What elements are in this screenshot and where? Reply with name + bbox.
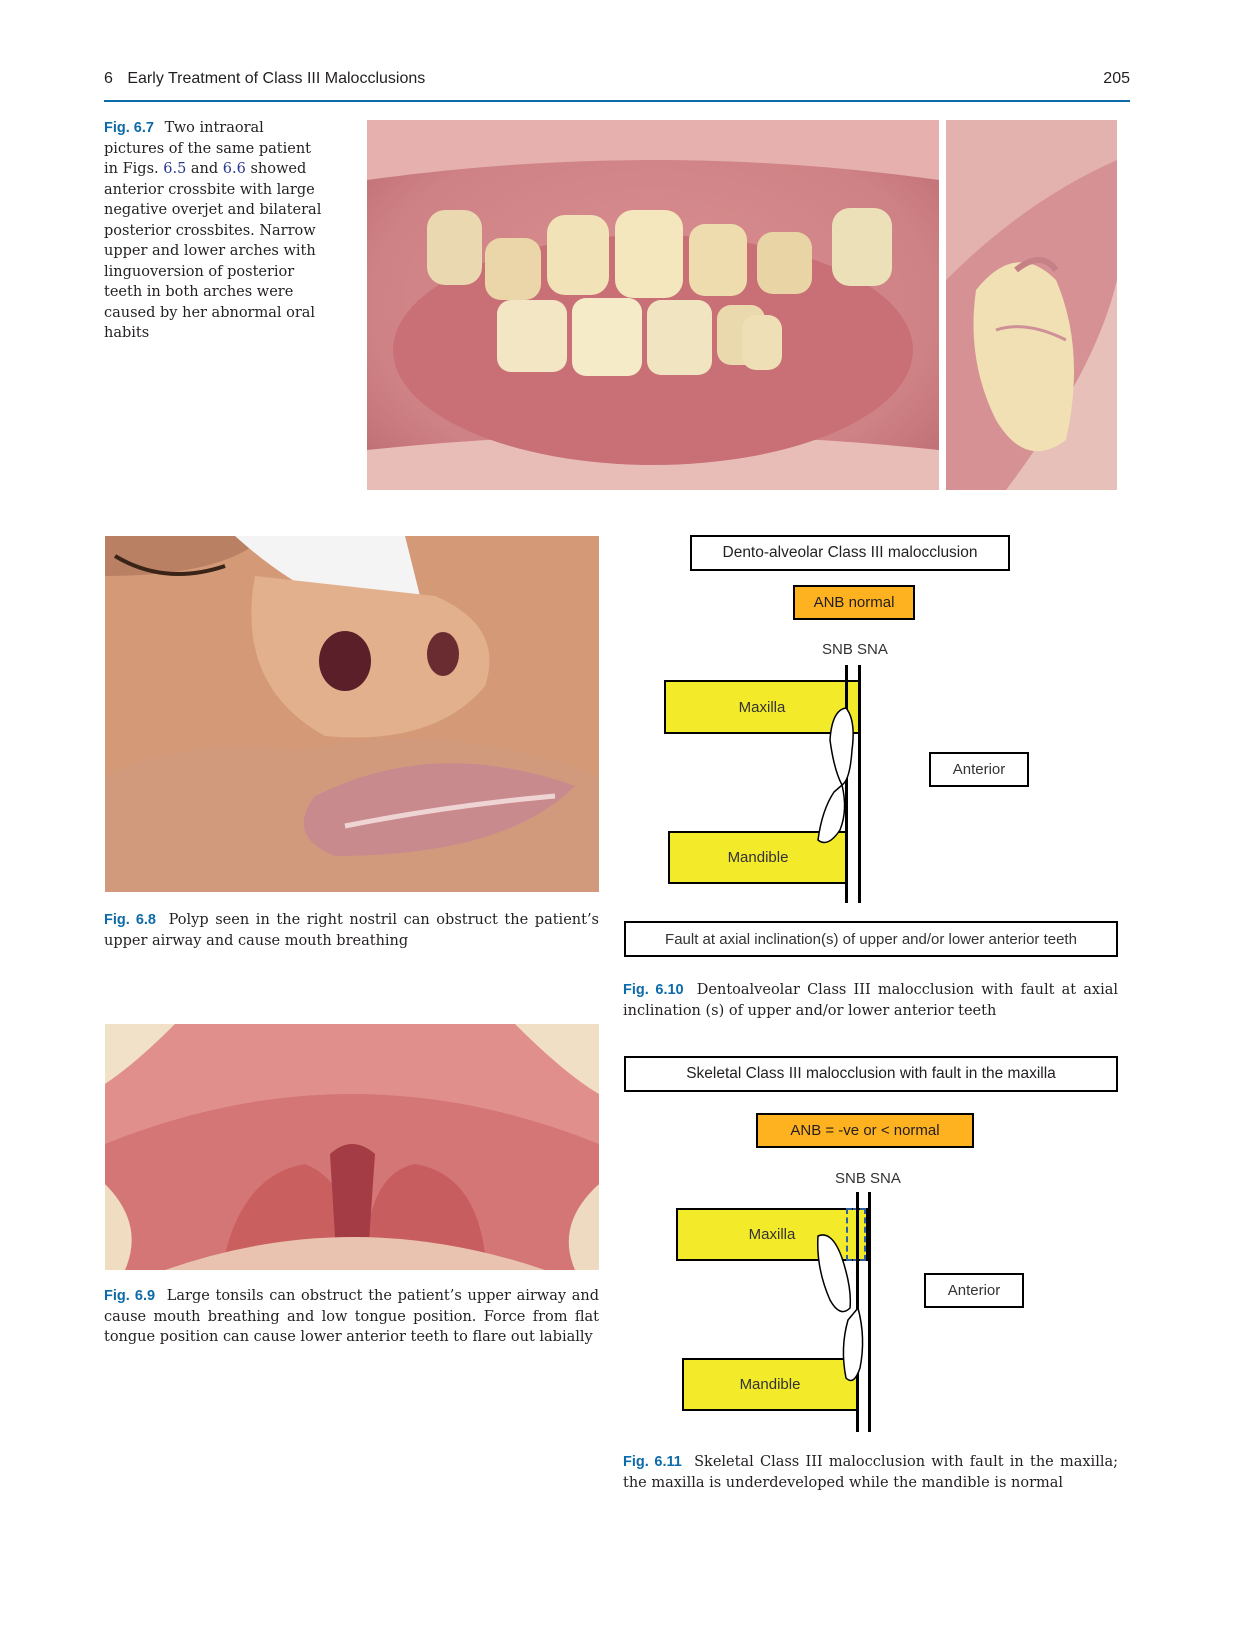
caption-fig-6-11: Fig. 6.11 Skeletal Class III malocclusion with fault in the maxilla; the maxilla is underdeveloped while the mandible is normal (623, 1454, 1118, 1491)
caption-fig-6-7: Fig. 6.7 Two intraoral pictures of the same patient in Figs. 6.5 and 6.6 showed anterior crossbite with large negative overjet and bilateral posterior crossbites. Narrow upper and lower arches with linguoversion of posterior teeth in both arches were caused by her abnormal oral habits (104, 120, 322, 341)
figure-ref-link[interactable]: 6.5 (163, 161, 187, 177)
intraoral-frontal-photo (367, 120, 939, 490)
chapter-title: Early Treatment of Class III Malocclusions (127, 70, 426, 87)
anb-box: ANB = -ve or < normal (756, 1113, 974, 1148)
anb-box: ANB normal (793, 585, 915, 620)
page-number: 205 (1103, 70, 1130, 87)
fig-label: Fig. 6.8 (104, 912, 156, 928)
fig-label: Fig. 6.9 (104, 1288, 156, 1304)
maxilla-block: Maxilla (664, 680, 860, 734)
tonsils-photo (105, 1024, 599, 1270)
chapter-number: 6 (104, 70, 113, 87)
caption-fig-6-8: Fig. 6.8 Polyp seen in the right nostril can obstruct the patient’s upper airway and cause mouth breathing (104, 912, 599, 949)
fig-label: Fig. 6.7 (104, 120, 154, 136)
header-rule (104, 100, 1130, 102)
intraoral-lateral-photo (946, 120, 1117, 490)
figure-ref-link[interactable]: 6.6 (222, 161, 246, 177)
running-header (104, 70, 425, 88)
nostril-polyp-photo (105, 536, 599, 892)
anterior-label: Anterior (924, 1273, 1024, 1308)
incisor-outline (810, 1228, 870, 1388)
fig-label: Fig. 6.11 (623, 1454, 682, 1470)
diagram-footer: Fault at axial inclination(s) of upper and/or lower anterior teeth (624, 921, 1118, 957)
mandible-block: Mandible (682, 1358, 858, 1411)
caption-fig-6-10: Fig. 6.10 Dentoalveolar Class III malocclusion with fault at axial inclination (s) of upper and/or lower anterior teeth (623, 982, 1118, 1019)
lines-label: SNB SNA (835, 1170, 901, 1187)
diagram-title: Skeletal Class III malocclusion with fault in the maxilla (624, 1056, 1118, 1092)
caption-fig-6-9: Fig. 6.9 Large tonsils can obstruct the patient’s upper airway and cause mouth breathing and low tongue position. Force from flat tongue position can cause lower anterior teeth to flare out labially (104, 1288, 600, 1345)
maxilla-block: Maxilla (676, 1208, 868, 1261)
lines-label: SNB SNA (822, 641, 888, 658)
fig-label: Fig. 6.10 (623, 982, 684, 998)
anterior-label: Anterior (929, 752, 1029, 787)
incisor-outline (810, 700, 860, 850)
diagram-title: Dento-alveolar Class III malocclusion (690, 535, 1010, 571)
mandible-block: Mandible (668, 831, 848, 884)
